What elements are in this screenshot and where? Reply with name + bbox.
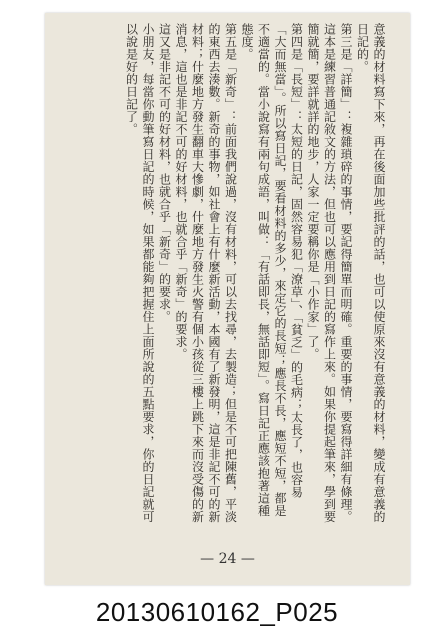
- paragraph-5: 這又是非記不可的好材料，也就合乎「新奇」的要求。: [157, 23, 172, 323]
- page-number: — 24 —: [200, 551, 255, 567]
- image-caption: 20130610162_P025: [95, 597, 339, 627]
- paragraph-1: 意義的材料寫下來，再在後面加些批評的話，也可以使原來沒有意義的材料，變成有意義的日記的。: [355, 23, 386, 523]
- vertical-text-body: [69, 23, 387, 523]
- paragraph-4: 第五是「新奇」：前面我們說過，沒有材料，可以去找尋，去製造；但是不可把陳舊，平淡的東西去湊數。新奇的事物，如社會上有什麼新活動，本國有了新發明，這是非記不可的新材料；什麼地方發生翻車大慘劇，什麼地方發生火警有個小孩從三樓上跳下來而沒受傷的新消息，這也是非記不可的好材料，也就合乎「新奇」的要求。: [174, 23, 238, 523]
- book-page: [45, 13, 410, 585]
- paragraph-3: 第四是「長短」：太短的日記，固然容易犯「潦草」、「貧乏」的毛病；太長了，也容易「大而無當」。所以寫日記，要看材料的多少，來定它的長短；應長不長，應短不短，都是不適當的。當小說寫有兩句成語，叫做：「有話即長，無話即短」。寫日記正應該抱著這種態度。: [240, 23, 304, 517]
- paragraph-2: 第三是「詳簡」：複雜瑣碎的事情，要記得簡單而明確。重要的事情，要寫得詳細有條理。這本是練習普通記敘文的方法，但也可以應用到日記的寫作上來。如果你提起筆來，學到要簡就簡，要詳就詳的地步，人家一定要稱你是「小作家」了。: [306, 23, 353, 523]
- paragraph-6: 小朋友，每當你動筆寫日記的時候，如果都能夠把握住上面所說的五點要求，你的日記就可以說是好的日記了。: [124, 23, 155, 523]
